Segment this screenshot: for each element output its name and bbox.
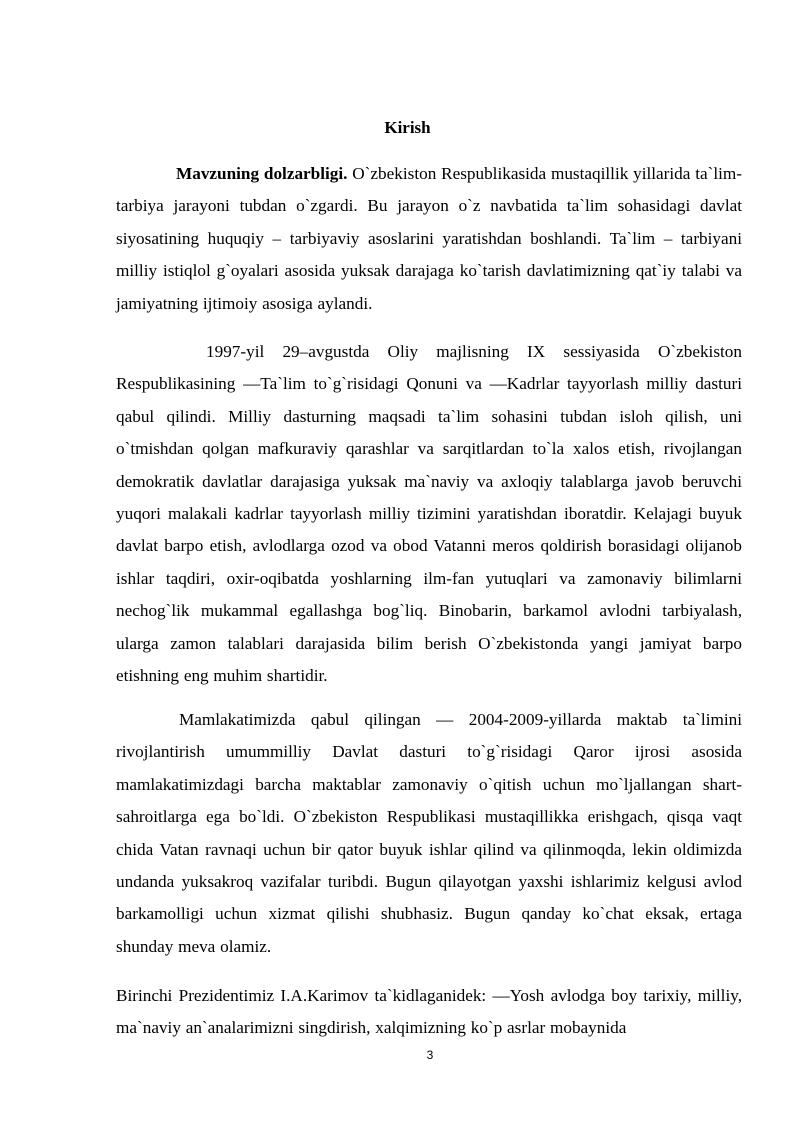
paragraph-text: Mamlakatimizda qabul qilingan — 2004-2009-yillarda maktab ta`limini rivojlantirish umummilliy Davlat dasturi to`g`risidagi Qaror ijrosi asosida mamlakatimizdagi barcha maktablar zamonaviy o`qitish uchun mo`ljallangan shart- sahroitlarga ega bo`ldi. O`zbekiston Respublikasi mustaqillikka erishgach, qisqa vaqt chida Vatan ravnaqi uchun bir qator buyuk ishlar qilind va qilinmoqda, lekin oldimizda undanda yuksakroq vazifalar turibdi. Bugun qilayotgan yaxshi ishlarimiz kelgusi avlod barkamolligi uchun xizmat qilishi shubhasiz. Bugun qanday ko`chat eksak, ertaga shunday meva olamiz. (116, 710, 742, 956)
paragraph-school-program (116, 704, 742, 963)
section-title: Kirish (384, 118, 431, 137)
paragraph-relevance (116, 158, 742, 320)
paragraph-education-law (116, 336, 742, 692)
paragraph-lead: Mavzuning dolzarbligi. (176, 164, 348, 183)
paragraph-text: O`zbekiston Respublikasida mustaqillik yillarida ta`lim-tarbiya jarayoni tubdan o`zgardi. Bu jarayon o`z navbatida ta`lim sohasidagi davlat siyosatining huquqiy – tarbiyaviy asoslarini yaratishdan boshlandi. Ta`lim – tarbiyani milliy istiqlol g`oyalari asosida yuksak darajaga ko`tarish davlatimizning qat`iy talabi va jamiyatning ijtimoiy asosiga aylandi. (116, 164, 742, 313)
page-number: 3 (426, 1048, 434, 1062)
paragraph-text: 1997-yil 29–avgustda Oliy majlisning IX sessiyasida O`zbekiston Respublikasining —Ta`lim to`g`risidagi Qonuni va —Kadrlar tayyorlash milliy dasturi qabul qilindi. Milliy dasturning maqsadi ta`lim sohasini tubdan isloh qilish, uni o`tmishdan qolgan mafkuraviy qarashlar va sarqitlardan to`la xalos etish, rivojlangan demokratik davlatlar darajasiga yuksak ma`naviy va axloqiy talablarga javob beruvchi yuqori malakali kadrlar tayyorlash milliy tizimini yaratishdan iboratdir. Kelajagi buyuk davlat barpo etish, avlodlarga ozod va obod Vatanni meros qoldirish borasidagi olijanob ishlar taqdiri, oxir-oqibatda yoshlarning ilm-fan yutuqlari va zamonaviy bilimlarni nechog`lik mukammal egallashga bog`liq. Binobarin, barkamol avlodni tarbiyalash, ularga zamon talablari darajasida bilim berish O`zbekistonda yangi jamiyat barpo etishning eng muhim shartidir. (116, 342, 742, 686)
paragraph-text: Birinchi Prezidentimiz I.A.Karimov ta`kidlaganidek: —Yosh avlodga boy tarixiy, milliy, ma`naviy an`analarimizni singdirish, xalqimizning ko`p asrlar mobaynida (116, 986, 742, 1038)
paragraph-president-quote (116, 980, 742, 1045)
